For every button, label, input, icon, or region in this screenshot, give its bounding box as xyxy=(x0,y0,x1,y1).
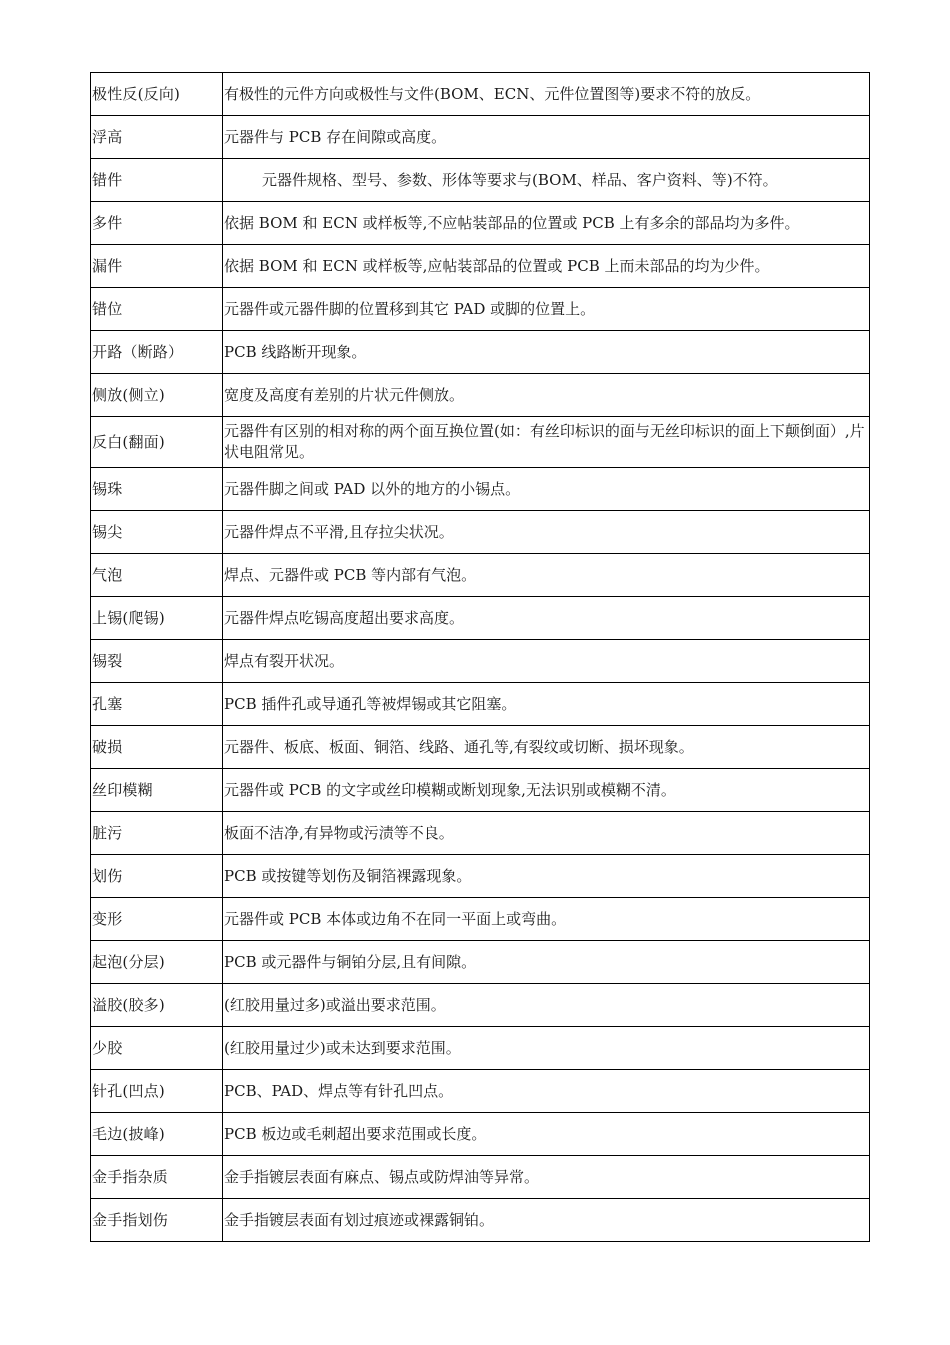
defect-description: PCB 或元器件与铜铂分层,且有间隙。 xyxy=(223,941,870,984)
defect-description: (红胶用量过多)或溢出要求范围。 xyxy=(223,984,870,1027)
defect-description: 焊点、元器件或 PCB 等内部有气泡。 xyxy=(223,554,870,597)
table-row xyxy=(91,640,870,683)
defect-term: 错件 xyxy=(91,159,223,202)
defect-description: 焊点有裂开状况。 xyxy=(223,640,870,683)
table-row xyxy=(91,245,870,288)
defect-description: 板面不洁净,有异物或污渍等不良。 xyxy=(223,812,870,855)
defect-description: 元器件脚之间或 PAD 以外的地方的小锡点。 xyxy=(223,468,870,511)
defect-term: 溢胶(胶多) xyxy=(91,984,223,1027)
table-row xyxy=(91,1199,870,1242)
table-row xyxy=(91,554,870,597)
table-row xyxy=(91,1113,870,1156)
defect-description: 元器件焊点吃锡高度超出要求高度。 xyxy=(223,597,870,640)
defect-term: 金手指杂质 xyxy=(91,1156,223,1199)
defect-description: 元器件与 PCB 存在间隙或高度。 xyxy=(223,116,870,159)
defect-description: 有极性的元件方向或极性与文件(BOM、ECN、元件位置图等)要求不符的放反。 xyxy=(223,73,870,116)
defect-term: 反白(翻面) xyxy=(91,417,223,468)
defect-description: 元器件焊点不平滑,且存拉尖状况。 xyxy=(223,511,870,554)
table-row xyxy=(91,1070,870,1113)
table-row xyxy=(91,73,870,116)
defect-description: 元器件或 PCB 本体或边角不在同一平面上或弯曲。 xyxy=(223,898,870,941)
defect-description: PCB、PAD、焊点等有针孔凹点。 xyxy=(223,1070,870,1113)
table-row xyxy=(91,855,870,898)
defect-description: 元器件规格、型号、参数、形体等要求与(BOM、样品、客户资料、等)不符。 xyxy=(223,159,870,202)
table-row xyxy=(91,769,870,812)
defect-term: 划伤 xyxy=(91,855,223,898)
table-row xyxy=(91,374,870,417)
defect-term: 上锡(爬锡) xyxy=(91,597,223,640)
table-row xyxy=(91,898,870,941)
defect-term: 浮高 xyxy=(91,116,223,159)
defect-term: 毛边(披峰) xyxy=(91,1113,223,1156)
defect-description: 元器件或 PCB 的文字或丝印模糊或断划现象,无法识别或模糊不清。 xyxy=(223,769,870,812)
table-row xyxy=(91,417,870,468)
table-row xyxy=(91,1156,870,1199)
defect-description: 元器件、板底、板面、铜箔、线路、通孔等,有裂纹或切断、损坏现象。 xyxy=(223,726,870,769)
defect-term: 金手指划伤 xyxy=(91,1199,223,1242)
defect-term: 气泡 xyxy=(91,554,223,597)
table-row xyxy=(91,683,870,726)
table-row xyxy=(91,288,870,331)
defect-description: 元器件或元器件脚的位置移到其它 PAD 或脚的位置上。 xyxy=(223,288,870,331)
defect-description: PCB 插件孔或导通孔等被焊锡或其它阻塞。 xyxy=(223,683,870,726)
defect-definition-table xyxy=(90,72,870,1242)
table-row xyxy=(91,726,870,769)
defect-term: 少胶 xyxy=(91,1027,223,1070)
defect-term: 孔塞 xyxy=(91,683,223,726)
defect-description: PCB 线路断开现象。 xyxy=(223,331,870,374)
defect-description: (红胶用量过少)或未达到要求范围。 xyxy=(223,1027,870,1070)
defect-term: 锡裂 xyxy=(91,640,223,683)
defect-description: 宽度及高度有差别的片状元件侧放。 xyxy=(223,374,870,417)
defect-term: 多件 xyxy=(91,202,223,245)
table-row xyxy=(91,941,870,984)
table-row xyxy=(91,202,870,245)
table-row xyxy=(91,468,870,511)
defect-description: 金手指镀层表面有麻点、锡点或防焊油等异常。 xyxy=(223,1156,870,1199)
defect-description: 元器件有区别的相对称的两个面互换位置(如：有丝印标识的面与无丝印标识的面上下颠倒面）,片状电阻常见。 xyxy=(223,417,870,468)
defect-description: 依据 BOM 和 ECN 或样板等,不应帖装部品的位置或 PCB 上有多余的部品均为多件。 xyxy=(223,202,870,245)
defect-term: 针孔(凹点) xyxy=(91,1070,223,1113)
defect-term: 锡珠 xyxy=(91,468,223,511)
defect-term: 锡尖 xyxy=(91,511,223,554)
defect-term: 变形 xyxy=(91,898,223,941)
defect-description: 金手指镀层表面有划过痕迹或裸露铜铂。 xyxy=(223,1199,870,1242)
defect-term: 漏件 xyxy=(91,245,223,288)
defect-description: PCB 或按键等划伤及铜箔裸露现象。 xyxy=(223,855,870,898)
defect-term: 侧放(侧立) xyxy=(91,374,223,417)
defect-term: 脏污 xyxy=(91,812,223,855)
table-row xyxy=(91,812,870,855)
table-row xyxy=(91,116,870,159)
defect-description: PCB 板边或毛刺超出要求范围或长度。 xyxy=(223,1113,870,1156)
defect-term: 破损 xyxy=(91,726,223,769)
table-row xyxy=(91,1027,870,1070)
defect-term: 开路（断路） xyxy=(91,331,223,374)
table-row xyxy=(91,984,870,1027)
defect-term: 丝印模糊 xyxy=(91,769,223,812)
defect-term: 错位 xyxy=(91,288,223,331)
defect-term: 起泡(分层) xyxy=(91,941,223,984)
table-row xyxy=(91,511,870,554)
table-row xyxy=(91,597,870,640)
table-row xyxy=(91,159,870,202)
defect-term: 极性反(反向) xyxy=(91,73,223,116)
defect-description: 依据 BOM 和 ECN 或样板等,应帖装部品的位置或 PCB 上而未部品的均为少件。 xyxy=(223,245,870,288)
table-row xyxy=(91,331,870,374)
